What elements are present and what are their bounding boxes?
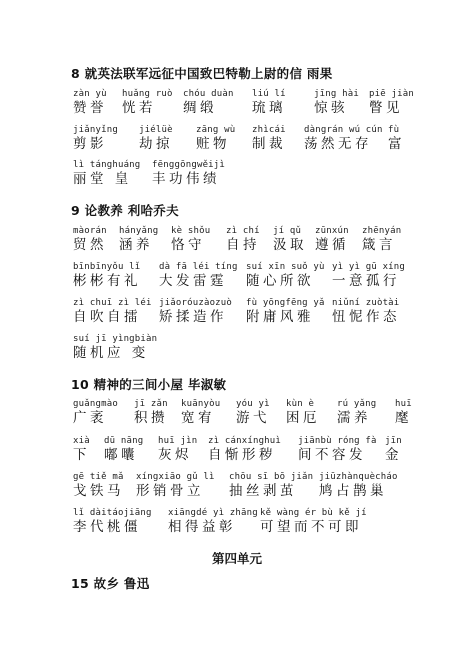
vocab-row (0, 226, 474, 260)
vocab-row (0, 262, 474, 296)
vocab-item: suí jī yìngbiàn 随机应 变 (73, 334, 158, 361)
vocab-row (0, 89, 474, 123)
vocab-item: zì chuī zì léi 自吹自擂 (73, 298, 152, 325)
lesson-15-title: 15 故乡 鲁迅 (71, 576, 150, 591)
vocab-item: xià 下 (73, 436, 90, 463)
vocab-item: dàngrán wú cún 荡然无存 (304, 125, 383, 152)
vocab-item: kè shǒu 恪守 (171, 226, 211, 253)
vocab-item: yì yì gū xíng 一意孤行 (332, 262, 406, 289)
vocab-item: zàn yù 赞誉 (73, 89, 107, 116)
vocab-item: zhìcái 制裁 (252, 125, 286, 152)
vocab-item: guǎngmào 广袤 (73, 399, 118, 426)
vocab-item: yóu yì 游弋 (236, 399, 270, 426)
vocab-item: zì chí 自持 (226, 226, 260, 253)
vocab-item: kě wàng ér bù kě jí 可望而不可即 (260, 508, 367, 535)
vocab-row (0, 472, 474, 506)
vocab-item: dà fā léi tíng 大发雷霆 (159, 262, 238, 289)
vocab-item: hányǎng 涵养 (119, 226, 159, 253)
vocab-item: suí xīn suǒ yù 随心所欲 (246, 262, 325, 289)
vocab-item: huī 麾 (395, 399, 412, 426)
vocab-item: zāng wù 赃物 (196, 125, 236, 152)
vocab-item: jiélüè 劫掠 (139, 125, 173, 152)
vocab-row (0, 436, 474, 470)
vocab-item: zhēnyán 箴言 (362, 226, 402, 253)
lesson-10-title: 10 精神的三间小屋 毕淑敏 (71, 377, 227, 392)
vocab-item: chōu sī bō jiǎn 抽丝剥茧 (229, 472, 314, 499)
lesson-8-title: 8 就英法联军远征中国致巴特勒上尉的信 雨果 (71, 66, 333, 81)
vocab-item: jiūzhànquècháo 鸠占鹊巢 (319, 472, 398, 499)
vocab-item: niǔní zuòtài 忸怩作态 (332, 298, 400, 325)
vocab-item: xíngxiāo gǔ lì 形销骨立 (136, 472, 215, 499)
vocab-row (0, 160, 474, 194)
vocab-item: jī zǎn 积攒 (134, 399, 168, 426)
vocab-item: bīnbīnyǒu lǐ 彬彬有礼 (73, 262, 141, 289)
vocab-item: jiǎoróuzàozuò 矫揉造作 (159, 298, 233, 325)
vocab-item: chóu duàn 绸缎 (183, 89, 234, 116)
vocab-item: jí qǔ 汲取 (273, 226, 307, 253)
lesson-9-title: 9 论教养 利哈乔夫 (71, 203, 179, 218)
vocab-item: huī jìn 灰烬 (158, 436, 198, 463)
vocab-row (0, 298, 474, 332)
vocab-item: zūnxún 遵循 (315, 226, 349, 253)
vocab-item: kuānyòu 宽宥 (181, 399, 221, 426)
vocab-item: màorán 贸然 (73, 226, 107, 253)
vocab-item: gē tiě mǎ 戈铁马 (73, 472, 124, 499)
vocab-item: kùn è 困厄 (286, 399, 320, 426)
vocab-item: jiǎnyǐng 剪影 (73, 125, 118, 152)
vocab-row (0, 508, 474, 542)
vocab-item: piē jiàn 瞥见 (369, 89, 414, 116)
vocab-item: zì cánxínghuì 自惭形秽 (208, 436, 282, 463)
vocab-item: rú yǎng 濡养 (337, 399, 377, 426)
vocab-row (0, 399, 474, 433)
unit-4-title: 第四单元 (211, 551, 262, 566)
vocab-item: fù 富 (388, 125, 405, 152)
vocab-item: xiāngdé yì zhāng 相得益彰 (168, 508, 258, 535)
vocab-item: jīn 金 (385, 436, 402, 463)
vocab-item: jīng hài 惊骇 (314, 89, 359, 116)
vocab-item: liú lí 琉璃 (252, 89, 286, 116)
vocab-item: jiānbù róng fà 间不容发 (298, 436, 377, 463)
vocab-item: fēnggōngwěijì 丰功伟绩 (152, 160, 226, 187)
vocab-item: dū nāng 嘟囔 (104, 436, 144, 463)
vocab-item: lì tánghuáng 丽堂 皇 (73, 160, 141, 187)
vocab-item: fù yōngfēng yǎ 附庸风雅 (246, 298, 325, 325)
vocab-row (0, 125, 474, 159)
vocab-item: huǎng ruò 恍若 (122, 89, 173, 116)
vocab-item: lǐ dàitáojiāng 李代桃僵 (73, 508, 152, 535)
vocab-row (0, 334, 474, 368)
